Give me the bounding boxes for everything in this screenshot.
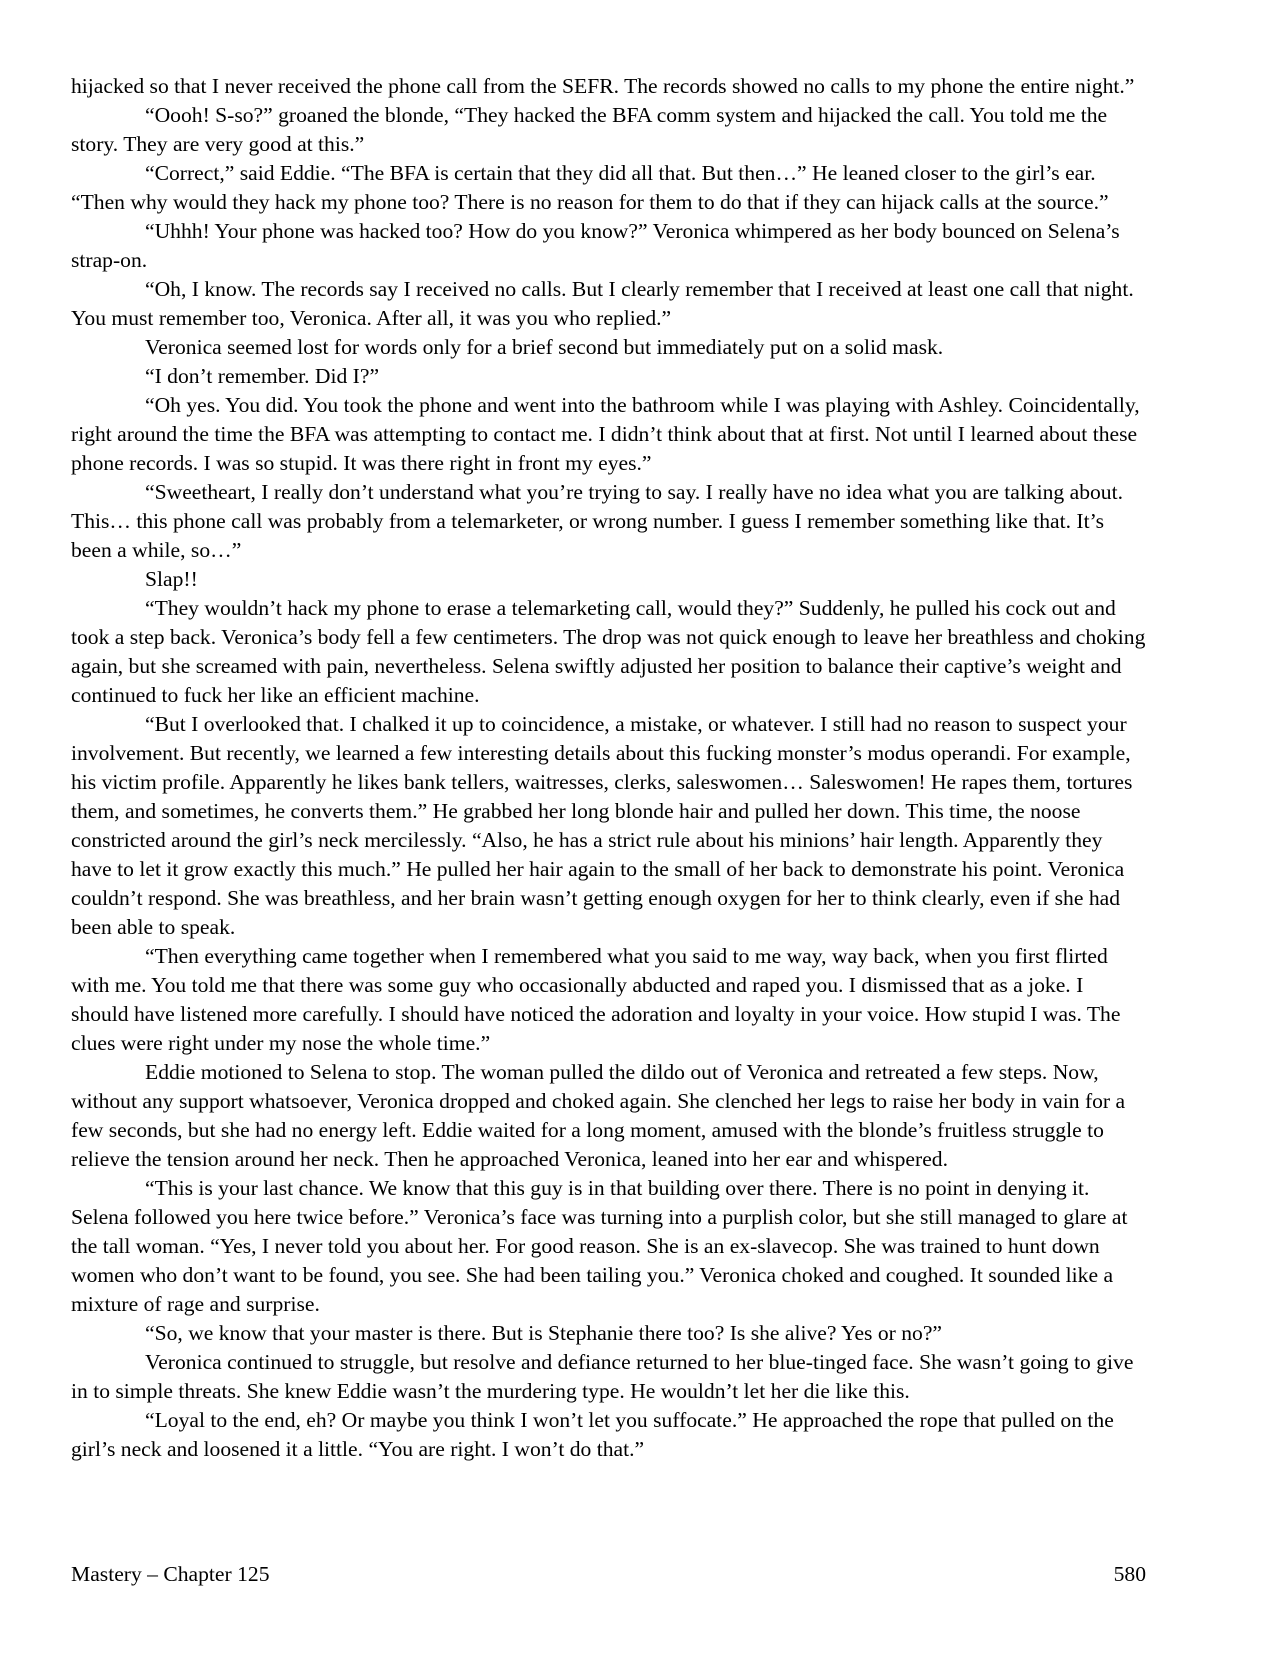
paragraph: “So, we know that your master is there. But is Stephanie there too? Is she alive? Yes or no?” [145, 1321, 942, 1345]
paragraph: “Loyal to the end, eh? Or maybe you think I won’t let you suffocate.” He approached the rope that pulled on the girl’s neck and loosened it a little. “You are right. I won’t do that.” [71, 1408, 1114, 1461]
paragraph: “Uhhh! Your phone was hacked too? How do you know?” Veronica whimpered as her body bounced on Selena’s strap-on. [71, 219, 1120, 272]
paragraph: “Sweetheart, I really don’t understand what you’re trying to say. I really have no idea what you are talking about. This… this phone call was probably from a telemarketer, or wrong number. I guess I remember something like that. It’s been a while, so…” [71, 480, 1123, 562]
paragraph: hijacked so that I never received the phone call from the SEFR. The records showed no calls to my phone the entire night.” [71, 74, 1135, 98]
paragraph: “Oh yes. You did. You took the phone and went into the bathroom while I was playing with Ashley. Coincidentally, right around the time the BFA was attempting to contact me. I didn’t think about that at first. Not until I learned about these phone records. I was so stupid. It was there right in front my eyes.” [71, 393, 1140, 475]
paragraph: Eddie motioned to Selena to stop. The woman pulled the dildo out of Veronica and retreated a few steps. Now, without any support whatsoever, Veronica dropped and choked again. She clenched her legs to raise her body in vain for a few seconds, but she had no energy left. Eddie waited for a long moment, amused with the blonde’s fruitless struggle to relieve the tension around her neck. Then he approached Veronica, leaned into her ear and whispered. [71, 1060, 1126, 1171]
page-footer [71, 1560, 1146, 1589]
paragraph: “This is your last chance. We know that this guy is in that building over there. There is no point in denying it. Selena followed you here twice before.” Veronica’s face was turning into a purplish color, but she still managed to glare at the tall woman. “Yes, I never told you about her. For good reason. She is an ex-slavecop. She was trained to hunt down women who don’t want to be found, you see. She had been tailing you.” Veronica choked and coughed. It sounded like a mixture of rage and surprise. [71, 1176, 1128, 1316]
paragraph: “Correct,” said Eddie. “The BFA is certain that they did all that. But then…” He leaned closer to the girl’s ear. “Then why would they hack my phone too? There is no reason for them to do that if they can hijack calls at the source.” [71, 161, 1109, 214]
paragraph: “But I overlooked that. I chalked it up to coincidence, a mistake, or whatever. I still had no reason to suspect your involvement. But recently, we learned a few interesting details about this fucking monster’s modus operandi. For example, his victim profile. Apparently he likes bank tellers, waitresses, clerks, saleswomen… Saleswomen! He rapes them, tortures them, and sometimes, he converts them.” He grabbed her long blonde hair and pulled her down. This time, the noose constricted around the girl’s neck mercilessly. “Also, he has a strict rule about his minions’ hair length. Apparently they have to let it grow exactly this much.” He pulled her hair again to the small of her back to demonstrate his point. Veronica couldn’t respond. She was breathless, and her brain wasn’t getting enough oxygen for her to think clearly, even if she had been able to speak. [71, 712, 1133, 939]
paragraph: Veronica continued to struggle, but resolve and defiance returned to her blue-tinged face. She wasn’t going to give in to simple threats. She knew Eddie wasn’t the murdering type. He wouldn’t let her die like this. [71, 1350, 1134, 1403]
page-body [71, 72, 1146, 1464]
paragraph: “Oh, I know. The records say I received no calls. But I clearly remember that I received at least one call that night. You must remember too, Veronica. After all, it was you who replied.” [71, 277, 1134, 330]
paragraph: Slap!! [145, 567, 198, 591]
page-number: 580 [1113, 1562, 1146, 1586]
footer-book-chapter: Mastery – Chapter 125 [71, 1562, 270, 1586]
paragraph: “They wouldn’t hack my phone to erase a telemarketing call, would they?” Suddenly, he pulled his cock out and took a step back. Veronica’s body fell a few centimeters. The drop was not quick enough to leave her breathless and choking again, but she screamed with pain, nevertheless. Selena swiftly adjusted her position to balance their captive’s weight and continued to fuck her like an efficient machine. [71, 596, 1146, 707]
paragraph: “I don’t remember. Did I?” [145, 364, 380, 388]
paragraph: “Then everything came together when I remembered what you said to me way, way back, when you first flirted with me. You told me that there was some guy who occasionally abducted and raped you. I dismissed that as a joke. I should have listened more carefully. I should have noticed the adoration and loyalty in your voice. How stupid I was. The clues were right under my nose the whole time.” [71, 944, 1121, 1055]
paragraph: “Oooh! S-so?” groaned the blonde, “They hacked the BFA comm system and hijacked the call. You told me the story. They are very good at this.” [71, 103, 1108, 156]
paragraph: Veronica seemed lost for words only for a brief second but immediately put on a solid mask. [145, 335, 944, 359]
